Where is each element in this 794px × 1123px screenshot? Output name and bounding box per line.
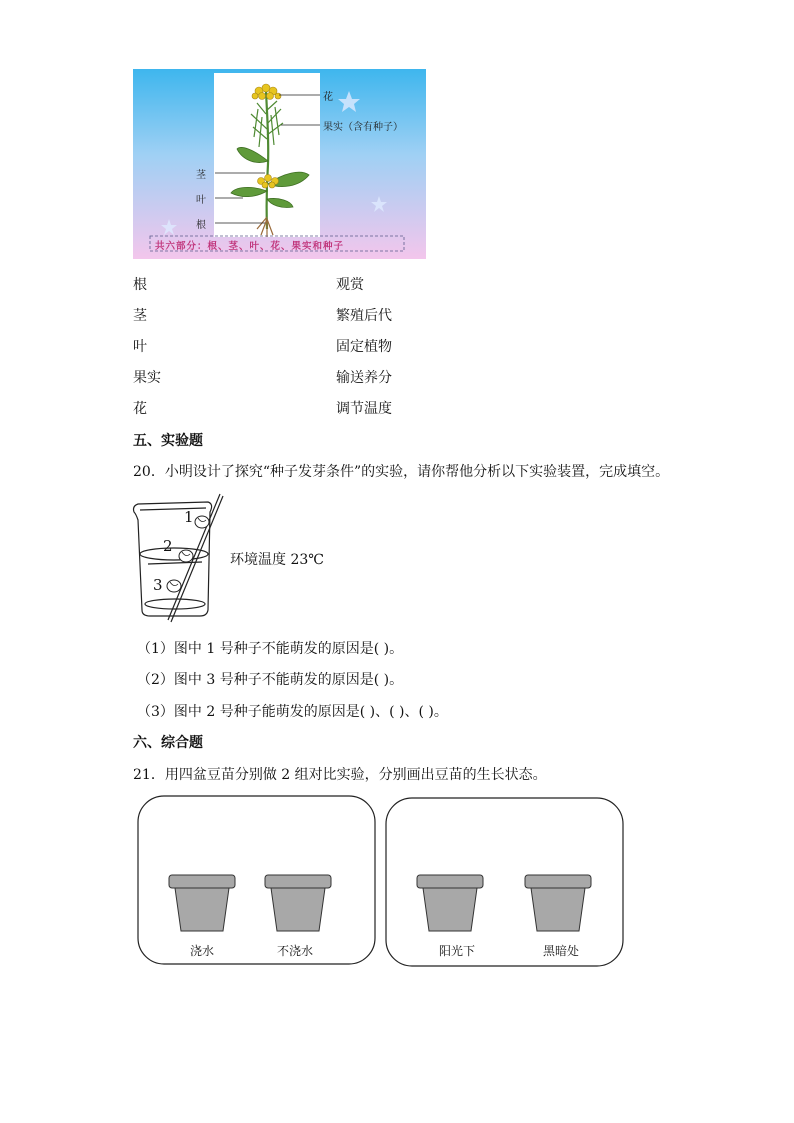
match-left-2: 茎 bbox=[133, 308, 147, 324]
match-right-3: 固定植物 bbox=[336, 339, 392, 355]
label-root: 根 bbox=[196, 220, 206, 231]
sub-question-2: （2）图中 3 号种子不能萌发的原因是( )。 bbox=[137, 672, 404, 688]
match-right-1: 观赏 bbox=[336, 277, 364, 293]
seed-number-3: 3 bbox=[153, 576, 163, 594]
section6-title: 六、综合题 bbox=[133, 735, 203, 751]
pot-group-1-box bbox=[137, 795, 377, 967]
pot-label-sunlight: 阳光下 bbox=[439, 944, 476, 958]
match-left-4: 果实 bbox=[133, 370, 161, 386]
match-right-4: 输送养分 bbox=[336, 370, 392, 386]
pot-label-dark: 黑暗处 bbox=[543, 944, 580, 958]
match-left-5: 花 bbox=[133, 401, 147, 417]
pot-label-not-watered: 不浇水 bbox=[277, 944, 314, 958]
match-left-3: 叶 bbox=[133, 339, 147, 355]
match-left-1: 根 bbox=[133, 277, 147, 293]
label-flower: 花 bbox=[323, 92, 333, 103]
section5-title: 五、实验题 bbox=[133, 433, 203, 449]
question-20: 20．小明设计了探究“种子发芽条件”的实验，请你帮他分析以下实验装置，完成填空。 bbox=[133, 464, 670, 480]
pot-label-watered: 浇水 bbox=[190, 944, 215, 958]
sub-question-3: （3）图中 2 号种子能萌发的原因是( )、( )、( )。 bbox=[137, 704, 448, 720]
sub-question-1: （1）图中 1 号种子不能萌发的原因是( )。 bbox=[137, 641, 404, 657]
match-right-5: 调节温度 bbox=[336, 401, 392, 417]
plant-caption: 共六部分：根、茎、叶、花、果实和种子 bbox=[155, 241, 345, 252]
seed-number-2: 2 bbox=[163, 537, 173, 555]
beaker-experiment bbox=[128, 492, 228, 624]
environment-temperature: 环境温度 23℃ bbox=[230, 552, 324, 568]
label-leaf: 叶 bbox=[196, 195, 206, 206]
plant-diagram bbox=[133, 69, 426, 259]
seed-number-1: 1 bbox=[184, 508, 194, 526]
label-stem: 茎 bbox=[196, 170, 206, 181]
question-21: 21．用四盆豆苗分别做 2 组对比实验，分别画出豆苗的生长状态。 bbox=[133, 767, 547, 783]
pot-group-2-box bbox=[385, 797, 625, 969]
match-right-2: 繁殖后代 bbox=[336, 308, 392, 324]
label-fruit: 果实（含有种子） bbox=[323, 122, 403, 133]
